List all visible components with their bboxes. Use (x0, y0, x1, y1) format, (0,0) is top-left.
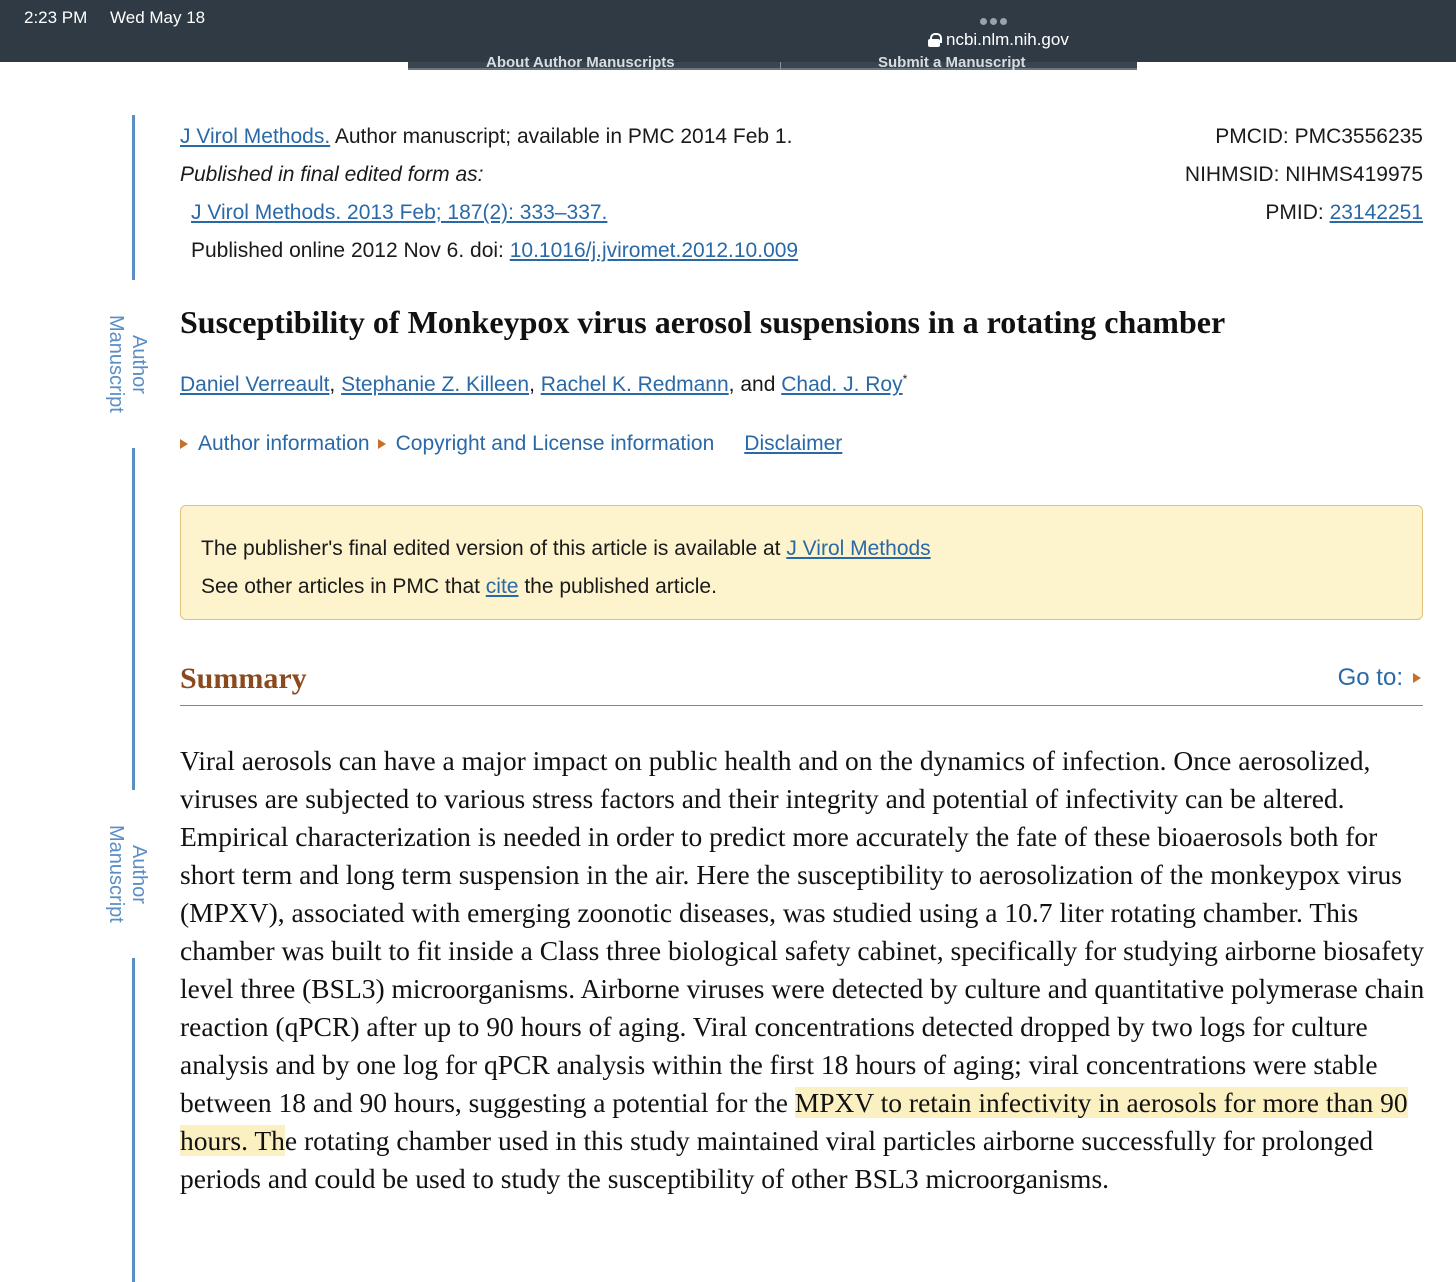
sidebar-label-bottom: Author Manuscript (120, 790, 150, 958)
subnav-about-author-manuscripts[interactable]: About Author Manuscripts (486, 54, 675, 71)
doi-link[interactable]: 10.1016/j.jviromet.2012.10.009 (509, 239, 799, 262)
author-link[interactable]: Chad. J. Roy (781, 373, 903, 396)
article-info-links (180, 432, 842, 456)
lock-icon (928, 33, 940, 47)
url-text: ncbi.nlm.nih.gov (946, 30, 1069, 49)
pmcid: PMCID: PMC3556235 (1215, 125, 1423, 148)
site-subnav (408, 54, 1137, 71)
status-date: Wed May 18 (110, 8, 206, 27)
browser-top-bar (0, 0, 1456, 62)
notice-text: The publisher's final edited version of this article is available at (201, 537, 787, 560)
copyright-label: Copyright and License information (395, 432, 715, 455)
corresponding-author-mark: * (902, 372, 908, 386)
publisher-notice (180, 505, 1423, 620)
summary-heading: Summary (180, 662, 307, 695)
status-time: 2:23 PM (24, 8, 88, 27)
nihmsid: NIHMSID: NIHMS419975 (1184, 163, 1423, 186)
author-separator: , and (728, 373, 782, 396)
triangle-right-icon (1413, 673, 1421, 683)
summary-section-header (180, 660, 1423, 706)
cite-link[interactable]: cite (485, 575, 519, 598)
author-link[interactable]: Stephanie Z. Killeen (341, 373, 530, 396)
goto-label: Go to: (1337, 664, 1403, 691)
availability-text: Author manuscript; available in PMC 2014 Feb 1. (334, 125, 793, 148)
author-information-toggle[interactable] (180, 432, 370, 456)
pmid-link[interactable]: 23142251 (1329, 201, 1423, 224)
notice-text: the published article. (518, 575, 717, 598)
disclaimer-link[interactable]: Disclaimer (744, 432, 843, 455)
more-dots-icon[interactable] (980, 12, 1014, 22)
triangle-right-icon (180, 439, 188, 449)
citation-info (180, 118, 798, 270)
notice-text: See other articles in PMC that (201, 575, 486, 598)
subnav-submit-manuscript[interactable]: Submit a Manuscript (878, 54, 1026, 71)
final-form-label: Published in final edited form as: (180, 163, 484, 186)
subnav-separator (780, 62, 781, 70)
journal-link[interactable]: J Virol Methods. (180, 125, 331, 148)
highlighted-text[interactable]: MPXV to retain infectivity in aerosols for more than 90 hours. Th (180, 1087, 1408, 1156)
author-information-label: Author information (198, 432, 370, 455)
author-link[interactable]: Rachel K. Redmann (540, 373, 729, 396)
publisher-version-link[interactable]: J Virol Methods (786, 537, 931, 560)
copyright-license-toggle[interactable] (378, 432, 715, 456)
summary-text (180, 742, 1430, 1198)
author-link[interactable]: Daniel Verreault (180, 373, 330, 396)
address-bar[interactable] (928, 30, 1069, 50)
published-online-text: Published online 2012 Nov 6. doi: (191, 239, 510, 262)
triangle-right-icon (378, 439, 386, 449)
sidebar-label-top: Author Manuscript (120, 280, 150, 448)
author-separator: , (329, 373, 342, 396)
goto-menu[interactable] (1338, 664, 1423, 692)
article-ids (1185, 118, 1423, 232)
summary-text-part: Viral aerosols can have a major impact on public health and on the dynamics of infection. Once aerosolized, viruses are subjected to various stress factors and their integrity and potential of infectivity can be altered. Empirical characterization is needed in order to predict more accurately the fate of these bioaerosols both for short term and long term suspension in the air. Here the susceptibility to aerosolization of the monkeypox virus (MPXV), associated with emerging zoonotic diseases, was studied using a 10.7 liter rotating chamber. This chamber was built to fit inside a Class three biological safety cabinet, specifically for studying airborne biosafety level three (BSL3) microorganisms. Airborne viruses were detected by culture and quantitative polymerase chain reaction (qPCR) after up to 90 hours of aging. Viral concentrations detected dropped by two logs for culture analysis and by one log for qPCR analysis within the first 18 hours of aging; viral concentrations were stable between 18 and 90 hours, suggesting a potential for the (180, 745, 1425, 1118)
summary-text-part: e rotating chamber used in this study maintained viral particles airborne successfully for prolonged periods and could be used to study the susceptibility of other BSL3 microorganisms. (180, 1125, 1374, 1194)
article-title: Susceptibility of Monkeypox virus aerosol suspensions in a rotating chamber (180, 304, 1226, 340)
pmid-label: PMID: (1265, 201, 1330, 224)
author-list (180, 372, 907, 397)
final-form-link[interactable]: J Virol Methods. 2013 Feb; 187(2): 333–337. (191, 201, 608, 224)
author-separator: , (529, 373, 541, 396)
